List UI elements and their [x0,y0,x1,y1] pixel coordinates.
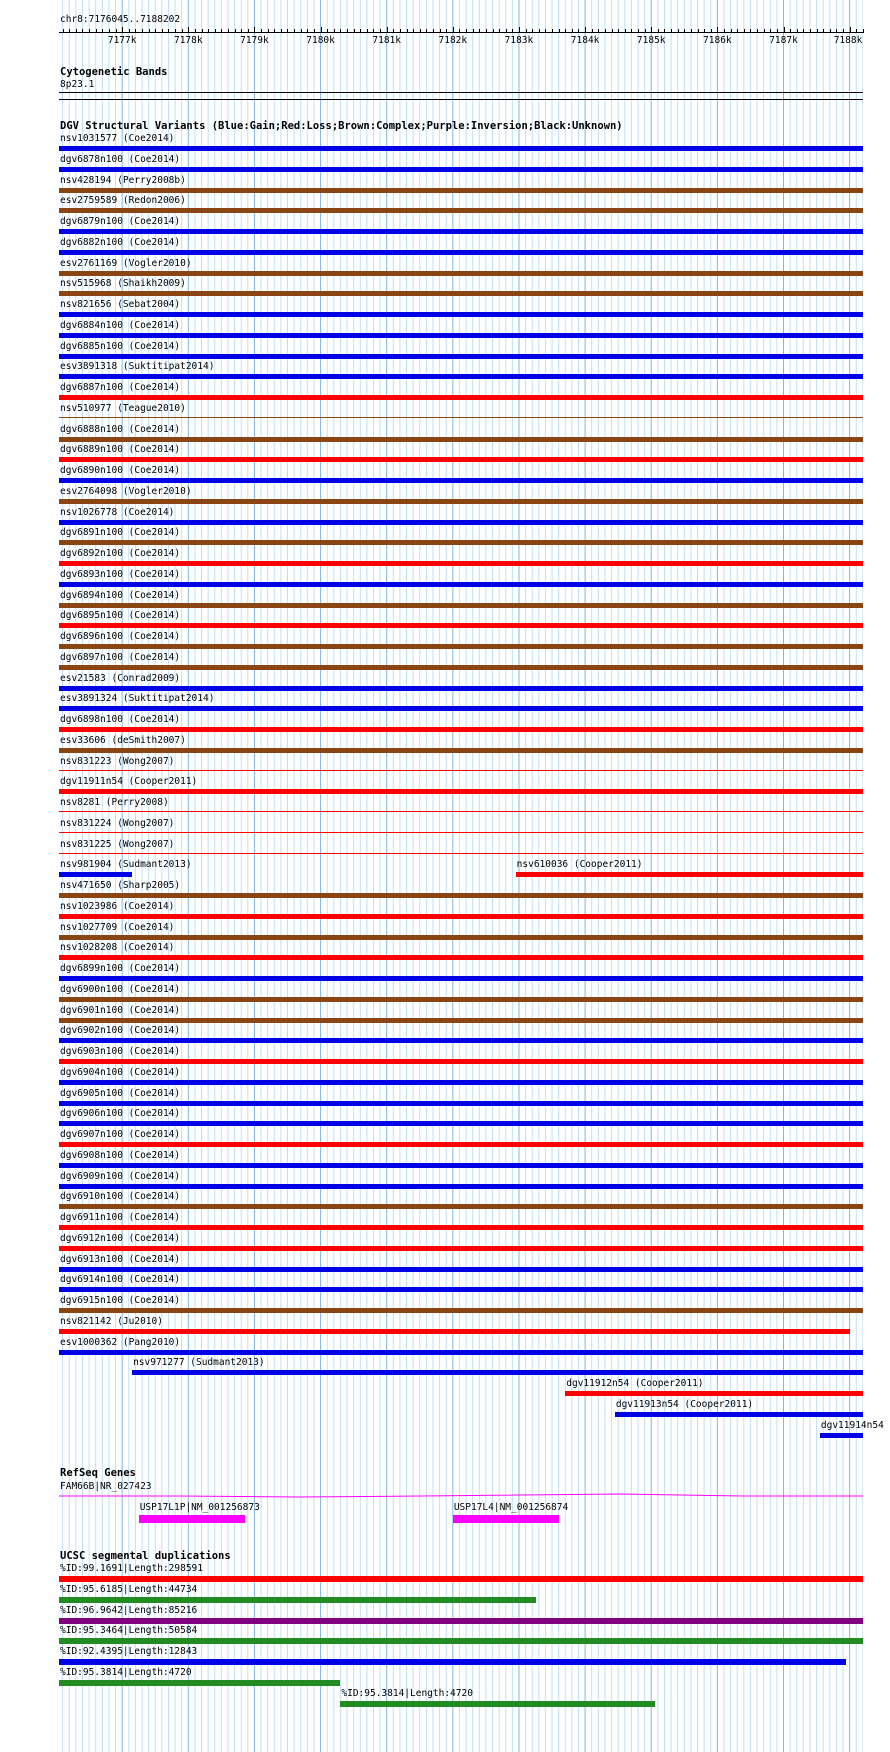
dgv-variant-label: esv3891318 (Suktitipat2014) [60,361,215,373]
ruler-minor-tick [446,29,447,33]
dgv-variant-label: dgv6887n100 (Coe2014) [60,382,181,393]
dgv-variant-bar[interactable] [59,976,863,981]
ruler-minor-tick [764,29,765,33]
dgv-variant-label: dgv6878n100 (Coe2014) [60,153,181,165]
ruler-minor-tick [618,29,619,33]
ruler-tick-label: 7179k [240,35,269,46]
ruler-minor-tick [89,29,90,33]
ruler-minor-tick [737,29,738,33]
ruler-tick-label: 7178k [173,35,203,46]
dgv-variant-bar[interactable] [59,208,863,213]
ruler-tick-label: 7188k [833,35,863,46]
dgv-variant-bar[interactable] [59,1142,863,1147]
dgv-variant-bar[interactable] [59,623,863,628]
ruler-minor-tick [76,29,77,33]
dgv-variant-bar[interactable] [59,561,863,566]
ruler-minor-tick [373,29,374,33]
refseq-gene-feature[interactable] [59,1493,863,1499]
dgv-variant-label: dgv6888n100 (Coe2014) [60,423,181,435]
ruler-minor-tick [532,29,533,33]
dgv-variant-label: esv33606 (deSmith2007) [60,734,186,746]
dgv-variant-label: nsv1031577 (Coe2014) [60,133,175,144]
dgv-variant-bar[interactable] [516,872,863,877]
ruler-minor-tick [493,29,494,33]
dgv-variant-label: dgv6902n100 (Coe2014) [60,1025,181,1037]
ruler-minor-tick [863,29,864,33]
ruler-minor-tick [433,29,434,33]
ruler-minor-tick [817,29,818,33]
ruler-minor-tick [182,29,183,33]
dgv-variant-label: dgv6895n100 (Coe2014) [60,610,181,622]
dgv-variant-label: nsv1023986 (Coe2014) [60,900,175,912]
dgv-variant-label: dgv6882n100 (Coe2014) [60,236,181,248]
dgv-variant-bar[interactable] [59,770,863,771]
ruler-minor-tick [248,29,249,33]
dgv-variant-bar[interactable] [59,229,863,234]
dgv-variant-bar[interactable] [59,271,863,276]
dgv-variant-bar[interactable] [59,167,863,172]
segdup-bar[interactable] [59,1659,846,1665]
ruler-minor-tick [512,29,513,33]
ruler-minor-tick [578,29,579,33]
ruler-minor-tick [486,29,487,33]
ruler-minor-tick [347,29,348,33]
ruler-minor-tick [426,29,427,33]
dgv-variant-bar[interactable] [59,914,863,919]
ruler-major-tick [784,27,785,33]
ruler-minor-tick [605,29,606,33]
ruler-minor-tick [400,29,401,33]
dgv-variant-label: dgv6907n100 (Coe2014) [60,1129,181,1140]
dgv-variant-bar[interactable] [59,1018,863,1023]
ruler-minor-tick [380,29,381,33]
dgv-variant-bar[interactable] [59,789,863,794]
segdup-bar[interactable] [59,1638,863,1644]
ruler-minor-tick [658,29,659,33]
ruler-minor-tick [327,29,328,33]
dgv-variant-bar[interactable] [59,853,863,854]
ruler-minor-tick [638,29,639,33]
dgv-variant-label: dgv6891n100 (Coe2014) [60,527,181,539]
dgv-variant-label: nsv1026778 (Coe2014) [60,506,175,518]
ruler-minor-tick [287,29,288,33]
dgv-variant-bar[interactable] [59,417,863,418]
ruler-tick-label: 7184k [570,35,600,46]
dgv-variant-bar[interactable] [59,1204,863,1209]
dgv-variant-label: dgv11913n54 (Cooper2011) [615,1398,754,1410]
ruler-minor-tick [803,29,804,33]
dgv-variant-bar[interactable] [59,872,132,877]
refseq-track-title: RefSeq Genes [60,1467,136,1479]
dgv-variant-bar[interactable] [59,540,863,545]
dgv-variant-bar[interactable] [59,1267,863,1272]
ruler-minor-tick [770,29,771,33]
dgv-variant-label: dgv6893n100 (Coe2014) [60,568,181,580]
dgv-variant-label: esv3891324 (Suktitipat2014) [60,693,215,705]
dgv-variant-bar[interactable] [59,291,863,296]
dgv-variant-label: dgv6896n100 (Coe2014) [60,631,181,642]
dgv-variant-bar[interactable] [820,1433,863,1438]
dgv-variant-label: dgv6898n100 (Coe2014) [60,714,181,725]
ruler-minor-tick [162,29,163,33]
refseq-gene-feature[interactable] [453,1515,559,1523]
ruler-minor-tick [856,29,857,33]
dgv-variant-bar[interactable] [59,832,863,833]
refseq-gene-label: FAM66B|NR_027423 [60,1481,152,1492]
ruler-minor-tick [664,29,665,33]
ruler-tick-label: 7181k [372,35,401,46]
ruler-minor-tick [109,29,110,33]
segdup-bar[interactable] [59,1597,536,1603]
dgv-variant-label: nsv515968 (Shaikh2009) [60,278,186,290]
segdup-bar[interactable] [59,1680,340,1686]
dgv-variant-label: dgv6892n100 (Coe2014) [60,548,181,559]
dgv-variant-label: nsv831225 (Wong2007) [60,838,175,850]
dgv-variant-label: dgv6913n100 (Coe2014) [60,1253,181,1265]
dgv-variant-label: nsv1028208 (Coe2014) [60,942,175,954]
dgv-variant-bar[interactable] [59,312,863,317]
dgv-variant-bar[interactable] [615,1412,863,1417]
segdup-label: %ID:95.3814|Length:4720 [341,1687,473,1699]
ruler-minor-tick [631,29,632,33]
dgv-variant-label: esv2764098 (Vogler2010) [60,485,192,497]
ruler-minor-tick [129,29,130,33]
ruler-major-tick [188,27,189,33]
dgv-variant-label: dgv6885n100 (Coe2014) [60,340,181,352]
ruler-minor-tick [82,29,83,33]
dgv-variant-label: nsv428194 (Perry2008b) [60,174,186,186]
dgv-variant-bar[interactable] [59,582,863,587]
ruler-minor-tick [731,29,732,33]
dgv-variant-label: dgv11912n54 (Cooper2011) [566,1378,704,1389]
ruler-tick-label: 7183k [504,35,534,46]
segdup-bar[interactable] [59,1576,863,1582]
ruler-major-tick [254,27,255,33]
ruler-minor-tick [175,29,176,33]
dgv-variant-bar[interactable] [59,499,863,504]
ruler-minor-tick [354,29,355,33]
dgv-variant-bar[interactable] [59,250,863,255]
ruler-minor-tick [565,29,566,33]
track-divider [59,99,863,100]
refseq-gene-feature[interactable] [139,1515,245,1523]
dgv-variant-bar[interactable] [59,665,863,670]
dgv-variant-label: esv2759589 (Redon2006) [60,195,186,207]
dgv-variant-label: esv21583 (Conrad2009) [60,672,181,684]
ruler-minor-tick [281,29,282,33]
ruler-minor-tick [102,29,103,33]
ruler-tick-label: 7182k [438,35,468,46]
dgv-variant-bar[interactable] [59,354,863,359]
dgv-variant-bar[interactable] [59,395,863,400]
ruler-minor-tick [142,29,143,33]
dgv-variant-bar[interactable] [59,1329,850,1334]
dgv-variant-label: dgv6909n100 (Coe2014) [60,1170,181,1182]
ruler-minor-tick [698,29,699,33]
dgv-variant-label: dgv11911n54 (Cooper2011) [60,776,198,788]
ruler-minor-tick [757,29,758,33]
dgv-variant-label: dgv6911n100 (Coe2014) [60,1212,181,1223]
ruler-minor-tick [367,29,368,33]
ruler-minor-tick [307,29,308,33]
ruler-range-label: chr8:7176045..7188202 [60,14,181,25]
dgv-variant-bar[interactable] [59,811,863,812]
ruler-tick-label: 7180k [306,35,335,46]
ruler-minor-tick [301,29,302,33]
ruler-minor-tick [413,29,414,33]
dgv-variant-label: dgv6901n100 (Coe2014) [60,1004,181,1016]
dgv-track-title: DGV Structural Variants (Blue:Gain;Red:Loss;Brown:Complex;Purple:Inversion;Black:Unknown) [60,120,623,132]
dgv-variant-label: nsv471650 (Sharp2005) [60,880,181,891]
ruler-minor-tick [678,29,679,33]
dgv-variant-label: nsv821656 (Sebat2004) [60,299,181,310]
ruler-minor-tick [116,29,117,33]
dgv-variant-label: dgv6908n100 (Coe2014) [60,1149,181,1161]
ruler-minor-tick [268,29,269,33]
ruler-tick-label: 7185k [636,35,666,46]
ruler-tick-label: 7187k [769,35,798,46]
ruler-minor-tick [228,29,229,33]
ruler-minor-tick [750,29,751,33]
segdup-label: %ID:95.6185|Length:44734 [60,1583,198,1595]
dgv-variant-label: dgv6904n100 (Coe2014) [60,1066,181,1078]
ruler-minor-tick [592,29,593,33]
ruler-minor-tick [499,29,500,33]
ruler-minor-tick [671,29,672,33]
dgv-variant-label: nsv8281 (Perry2008) [60,797,169,808]
dgv-variant-bar[interactable] [59,727,863,732]
ruler-major-tick [519,27,520,33]
dgv-variant-label: nsv831224 (Wong2007) [60,817,175,829]
dgv-variant-label: dgv6910n100 (Coe2014) [60,1191,181,1203]
ruler-minor-tick [420,29,421,33]
dgv-variant-label: esv1000362 (Pang2010) [60,1336,181,1348]
ruler-major-tick [321,27,322,33]
ruler-minor-tick [314,29,315,33]
dgv-variant-bar[interactable] [59,997,863,1002]
dgv-variant-bar[interactable] [59,1184,863,1189]
ruler-minor-tick [645,29,646,33]
ruler-minor-tick [797,29,798,33]
dgv-variant-bar[interactable] [565,1391,863,1396]
dgv-variant-bar[interactable] [59,188,863,193]
ruler-minor-tick [526,29,527,33]
dgv-variant-bar[interactable] [59,520,863,525]
ruler-minor-tick [559,29,560,33]
dgv-variant-bar[interactable] [59,437,863,442]
dgv-variant-bar[interactable] [59,893,863,898]
dgv-variant-label: dgv6879n100 (Coe2014) [60,216,181,227]
dgv-variant-label: nsv981904 (Sudmant2013) [60,859,192,871]
ruler-tick-label: 7186k [703,35,732,46]
dgv-variant-bar[interactable] [59,1225,863,1230]
dgv-variant-label: dgv6914n100 (Coe2014) [60,1274,181,1286]
ruler-minor-tick [777,29,778,33]
ruler-minor-tick [552,29,553,33]
ruler-major-tick [717,27,718,33]
ruler-minor-tick [598,29,599,33]
segdup-track-title: UCSC segmental duplications [60,1550,231,1562]
ruler-minor-tick [440,29,441,33]
ruler-axis-line [59,32,863,33]
ruler-major-tick [387,27,388,33]
dgv-variant-label: nsv971277 (Sudmant2013) [133,1357,265,1369]
ruler-minor-tick [625,29,626,33]
dgv-variant-label: nsv831223 (Wong2007) [60,755,175,767]
dgv-variant-bar[interactable] [59,1080,863,1085]
dgv-variant-label: dgv6905n100 (Coe2014) [60,1087,181,1099]
ruler-minor-tick [360,29,361,33]
ruler-minor-tick [843,29,844,33]
segdup-label: %ID:99.1691|Length:298591 [60,1563,203,1574]
dgv-variant-bar[interactable] [59,1101,863,1106]
dgv-variant-bar[interactable] [132,1370,863,1375]
dgv-variant-label: dgv6884n100 (Coe2014) [60,319,181,331]
ruler-minor-tick [612,29,613,33]
dgv-variant-bar[interactable] [59,644,863,649]
refseq-gene-label: USP17L4|NM_001256874 [453,1502,569,1513]
ruler-minor-tick [830,29,831,33]
dgv-variant-label: nsv1027709 (Coe2014) [60,921,175,933]
ruler-major-tick [651,27,652,33]
ruler-minor-tick [744,29,745,33]
ruler-minor-tick [274,29,275,33]
cytoband-line [59,92,863,93]
ruler-minor-tick [155,29,156,33]
ruler-minor-tick [711,29,712,33]
dgv-variant-bar[interactable] [59,1038,863,1043]
dgv-variant-bar[interactable] [59,1350,863,1355]
dgv-variant-bar[interactable] [59,333,863,338]
dgv-variant-label: dgv6903n100 (Coe2014) [60,1046,181,1057]
ruler-minor-tick [704,29,705,33]
dgv-variant-bar[interactable] [59,603,863,608]
ruler-minor-tick [195,29,196,33]
segdup-label: %ID:95.3464|Length:50584 [60,1625,198,1637]
ruler-minor-tick [261,29,262,33]
dgv-variant-bar[interactable] [59,1163,863,1168]
ruler-minor-tick [724,29,725,33]
ruler-minor-tick [572,29,573,33]
ruler-minor-tick [790,29,791,33]
dgv-variant-label: dgv6890n100 (Coe2014) [60,465,181,476]
ruler-minor-tick [215,29,216,33]
dgv-variant-bar[interactable] [59,457,863,462]
segdup-bar[interactable] [59,1618,863,1624]
dgv-variant-bar[interactable] [59,374,863,379]
dgv-variant-bar[interactable] [59,706,863,711]
dgv-variant-label: dgv6899n100 (Coe2014) [60,963,181,974]
dgv-variant-label: dgv6900n100 (Coe2014) [60,983,181,995]
dgv-variant-label: esv2761169 (Vogler2010) [60,257,192,269]
dgv-variant-label: dgv6889n100 (Coe2014) [60,444,181,456]
ruler-minor-tick [340,29,341,33]
dgv-variant-label: dgv6897n100 (Coe2014) [60,651,181,663]
ruler-minor-tick [202,29,203,33]
dgv-variant-bar[interactable] [59,1308,863,1313]
dgv-variant-label: dgv11914n54 [820,1419,884,1431]
ruler-minor-tick [69,29,70,33]
dgv-variant-label: dgv6906n100 (Coe2014) [60,1108,181,1120]
ruler-minor-tick [407,29,408,33]
ruler-minor-tick [459,29,460,33]
dgv-variant-label: nsv610036 (Cooper2011) [516,859,643,871]
dgv-variant-bar[interactable] [59,1246,863,1251]
ruler-minor-tick [241,29,242,33]
dgv-variant-label: nsv821142 (Ju2010) [60,1315,163,1327]
dgv-variant-label: nsv510977 (Teague2010) [60,402,186,414]
ruler-minor-tick [135,29,136,33]
dgv-variant-bar[interactable] [59,146,863,151]
ruler-minor-tick [506,29,507,33]
dgv-variant-bar[interactable] [59,478,863,483]
ruler-tick-label: 7177k [107,35,137,46]
segdup-label: %ID:92.4395|Length:12843 [60,1646,198,1657]
dgv-variant-bar[interactable] [59,955,863,960]
segdup-label: %ID:96.9642|Length:85216 [60,1604,198,1616]
ruler-major-tick [453,27,454,33]
ruler-major-tick [850,27,851,33]
ruler-minor-tick [235,29,236,33]
ruler-minor-tick [149,29,150,33]
cytoband-track-title: Cytogenetic Bands [60,66,168,78]
segdup-label: %ID:95.3814|Length:4720 [60,1666,192,1678]
dgv-variant-bar[interactable] [59,1287,863,1292]
ruler-minor-tick [334,29,335,33]
ruler-major-tick [122,27,123,33]
dgv-variant-bar[interactable] [59,748,863,753]
dgv-variant-label: dgv6894n100 (Coe2014) [60,589,181,601]
ruler-minor-tick [684,29,685,33]
ruler-minor-tick [479,29,480,33]
ruler-minor-tick [393,29,394,33]
ruler-minor-tick [836,29,837,33]
cytoband-band-label: 8p23.1 [60,79,95,90]
dgv-variant-bar[interactable] [59,935,863,940]
dgv-variant-bar[interactable] [59,686,863,691]
ruler-minor-tick [691,29,692,33]
refseq-gene-label: USP17L1P|NM_001256873 [139,1502,260,1513]
ruler-minor-tick [208,29,209,33]
ruler-minor-tick [810,29,811,33]
dgv-variant-bar[interactable] [59,1121,863,1126]
segdup-bar[interactable] [340,1701,654,1707]
ruler-minor-tick [545,29,546,33]
ruler-minor-tick [823,29,824,33]
ruler-minor-tick [63,29,64,33]
ruler-minor-tick [168,29,169,33]
dgv-variant-bar[interactable] [59,1059,863,1064]
dgv-variant-label: dgv6912n100 (Coe2014) [60,1232,181,1244]
ruler-minor-tick [473,29,474,33]
ruler-minor-tick [294,29,295,33]
ruler-minor-tick [466,29,467,33]
ruler-minor-tick [96,29,97,33]
ruler-minor-tick [539,29,540,33]
dgv-variant-label: dgv6915n100 (Coe2014) [60,1295,181,1306]
ruler-major-tick [585,27,586,33]
ruler-minor-tick [221,29,222,33]
